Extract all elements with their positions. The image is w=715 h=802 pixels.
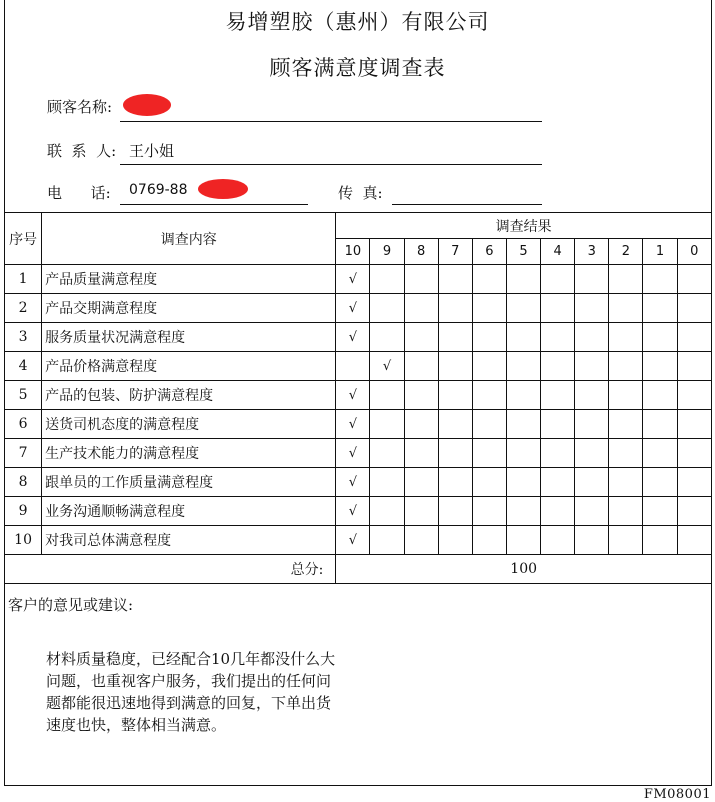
score-header-1: 1 (643, 239, 677, 265)
phone-value: 0769-88 (129, 182, 188, 198)
score-cell-1[interactable] (643, 526, 677, 555)
score-check-10[interactable]: √ (336, 410, 370, 439)
table-row (5, 439, 712, 468)
phone-label: 电 话: (47, 184, 111, 202)
score-cell-1[interactable] (643, 323, 677, 352)
score-cell-3[interactable] (575, 410, 609, 439)
score-cell-1[interactable] (643, 497, 677, 526)
score-cell-4[interactable] (541, 410, 575, 439)
score-cell-8[interactable] (404, 323, 438, 352)
score-cell-9[interactable] (370, 526, 404, 555)
score-cell-0[interactable] (677, 439, 711, 468)
table-row (5, 265, 712, 294)
score-cell-5[interactable] (506, 352, 540, 381)
score-cell-3[interactable] (575, 323, 609, 352)
score-cell-2[interactable] (609, 497, 643, 526)
score-check-10[interactable]: √ (336, 497, 370, 526)
row-item: 产品质量满意程度 (42, 265, 336, 294)
score-cell-9[interactable] (370, 265, 404, 294)
table-row (5, 526, 712, 555)
score-cell-5[interactable] (506, 410, 540, 439)
score-check-10[interactable]: √ (336, 526, 370, 555)
score-cell-4[interactable] (541, 526, 575, 555)
score-cell-2[interactable] (609, 526, 643, 555)
score-cell-2[interactable] (609, 439, 643, 468)
row-number: 7 (5, 439, 42, 468)
score-check-10[interactable]: √ (336, 468, 370, 497)
phone-redaction (198, 179, 248, 199)
row-item: 对我司总体满意程度 (42, 526, 336, 555)
row-number: 4 (5, 352, 42, 381)
score-cell-7[interactable] (438, 497, 472, 526)
score-cell-2[interactable] (609, 294, 643, 323)
score-cell-0[interactable] (677, 381, 711, 410)
score-cell-4[interactable] (541, 497, 575, 526)
row-number: 10 (5, 526, 42, 555)
form-code: FM08001 (643, 787, 711, 802)
table-row (5, 381, 712, 410)
row-number: 1 (5, 265, 42, 294)
score-cell-3[interactable] (575, 352, 609, 381)
score-cell-4[interactable] (541, 439, 575, 468)
contact-label: 联 系 人: (47, 142, 117, 160)
table-row (5, 352, 712, 381)
score-cell-3[interactable] (575, 439, 609, 468)
row-number: 2 (5, 294, 42, 323)
row-item: 产品交期满意程度 (42, 294, 336, 323)
score-cell-0[interactable] (677, 468, 711, 497)
row-item: 服务质量状况满意程度 (42, 323, 336, 352)
score-cell-4[interactable] (541, 352, 575, 381)
score-cell-8[interactable] (404, 381, 438, 410)
row-item: 送货司机态度的满意程度 (42, 410, 336, 439)
score-cell-5[interactable] (506, 439, 540, 468)
score-cell-7[interactable] (438, 352, 472, 381)
score-cell-4[interactable] (541, 323, 575, 352)
score-cell-6[interactable] (472, 352, 506, 381)
score-cell-0[interactable] (677, 526, 711, 555)
header-content: 调查内容 (42, 213, 336, 265)
row-number: 5 (5, 381, 42, 410)
header-results: 调查结果 (336, 213, 712, 239)
score-cell-7[interactable] (438, 265, 472, 294)
score-cell-4[interactable] (541, 381, 575, 410)
row-item: 产品的包装、防护满意程度 (42, 381, 336, 410)
score-cell-0[interactable] (677, 265, 711, 294)
score-cell-2[interactable] (609, 265, 643, 294)
score-check-10[interactable]: √ (336, 439, 370, 468)
score-cell-9[interactable] (370, 410, 404, 439)
score-cell-1[interactable] (643, 439, 677, 468)
total-value: 100 (336, 555, 712, 584)
score-header-8: 8 (404, 239, 438, 265)
customer-name-underline (120, 121, 542, 122)
score-cell-3[interactable] (575, 526, 609, 555)
row-number: 3 (5, 323, 42, 352)
score-cell-9[interactable] (370, 497, 404, 526)
score-cell-3[interactable] (575, 265, 609, 294)
score-cell-6[interactable] (472, 265, 506, 294)
header-seq: 序号 (5, 213, 42, 265)
score-header-0: 0 (677, 239, 711, 265)
row-number: 9 (5, 497, 42, 526)
score-cell-8[interactable] (404, 410, 438, 439)
score-cell-2[interactable] (609, 352, 643, 381)
score-cell-0[interactable] (677, 294, 711, 323)
fax-label: 传 真: (338, 184, 383, 202)
score-cell-5[interactable] (506, 526, 540, 555)
score-cell-9[interactable] (370, 468, 404, 497)
customer-name-redaction (123, 94, 171, 116)
score-cell-1[interactable] (643, 381, 677, 410)
row-item: 生产技术能力的满意程度 (42, 439, 336, 468)
score-cell-1[interactable] (643, 468, 677, 497)
frame-bottom-border (4, 785, 712, 786)
phone-underline (120, 204, 308, 205)
score-check-9[interactable]: √ (370, 352, 404, 381)
score-check-10[interactable]: √ (336, 381, 370, 410)
score-cell-2[interactable] (609, 468, 643, 497)
score-check-10[interactable]: √ (336, 294, 370, 323)
table-row (5, 410, 712, 439)
score-cell-5[interactable] (506, 294, 540, 323)
contact-value: 王小姐 (129, 142, 175, 160)
row-number: 6 (5, 410, 42, 439)
score-cell-3[interactable] (575, 497, 609, 526)
score-cell-0[interactable] (677, 497, 711, 526)
score-cell-5[interactable] (506, 468, 540, 497)
score-cell-0[interactable] (677, 323, 711, 352)
score-cell-1[interactable] (643, 294, 677, 323)
score-cell-6[interactable] (472, 323, 506, 352)
score-cell-3[interactable] (575, 381, 609, 410)
score-cell-5[interactable] (506, 323, 540, 352)
score-cell-0[interactable] (677, 410, 711, 439)
row-number: 8 (5, 468, 42, 497)
score-cell-1[interactable] (643, 410, 677, 439)
table-row (5, 294, 712, 323)
total-label: 总分: (5, 555, 336, 584)
score-header-7: 7 (438, 239, 472, 265)
score-cell-6[interactable] (472, 468, 506, 497)
score-cell-9[interactable] (370, 294, 404, 323)
row-item: 跟单员的工作质量满意程度 (42, 468, 336, 497)
score-cell-9[interactable] (370, 381, 404, 410)
score-cell-4[interactable] (541, 468, 575, 497)
score-cell-9[interactable] (370, 439, 404, 468)
score-cell-5[interactable] (506, 497, 540, 526)
score-cell-8[interactable] (404, 439, 438, 468)
comments-label: 客户的意见或建议: (8, 596, 134, 614)
score-cell-7[interactable] (438, 526, 472, 555)
score-cell-2[interactable] (609, 323, 643, 352)
form-title: 顾客满意度调查表 (269, 56, 446, 80)
score-cell-2[interactable] (609, 381, 643, 410)
score-header-9: 9 (370, 239, 404, 265)
total-row (5, 555, 712, 584)
score-cell-8[interactable] (404, 352, 438, 381)
score-cell-4[interactable] (541, 265, 575, 294)
score-cell-7[interactable] (438, 294, 472, 323)
score-cell-7[interactable] (438, 323, 472, 352)
score-cell-6[interactable] (472, 526, 506, 555)
score-cell-1[interactable] (643, 352, 677, 381)
row-item: 产品价格满意程度 (42, 352, 336, 381)
score-cell-9[interactable] (370, 323, 404, 352)
score-cell-7[interactable] (438, 410, 472, 439)
score-cell-6[interactable] (472, 410, 506, 439)
score-cell-8[interactable] (404, 294, 438, 323)
score-cell-10[interactable] (336, 352, 370, 381)
table-row (5, 468, 712, 497)
table-row (5, 497, 712, 526)
score-cell-7[interactable] (438, 381, 472, 410)
score-cell-5[interactable] (506, 265, 540, 294)
score-cell-8[interactable] (404, 497, 438, 526)
survey-body (5, 265, 712, 584)
score-header-3: 3 (575, 239, 609, 265)
comments-text: 材料质量稳度，已经配合10几年都没什么大问题，也重视客户服务，我们提出的任何问题都能很迅速地得到满意的回复，下单出货速度也快，整体相当满意。 (46, 650, 336, 734)
score-header-4: 4 (541, 239, 575, 265)
score-cell-6[interactable] (472, 439, 506, 468)
score-cell-6[interactable] (472, 381, 506, 410)
score-header-5: 5 (506, 239, 540, 265)
score-cell-6[interactable] (472, 294, 506, 323)
score-cell-0[interactable] (677, 352, 711, 381)
score-cell-7[interactable] (438, 468, 472, 497)
score-cell-4[interactable] (541, 294, 575, 323)
score-cell-8[interactable] (404, 265, 438, 294)
score-cell-2[interactable] (609, 410, 643, 439)
contact-underline (120, 164, 542, 165)
score-cell-7[interactable] (438, 439, 472, 468)
score-check-10[interactable]: √ (336, 323, 370, 352)
score-cell-8[interactable] (404, 526, 438, 555)
company-name: 易增塑胶（惠州）有限公司 (225, 10, 490, 34)
row-item: 业务沟通顺畅满意程度 (42, 497, 336, 526)
customer-name-label: 顾客名称: (47, 98, 113, 116)
score-cell-5[interactable] (506, 381, 540, 410)
score-check-10[interactable]: √ (336, 265, 370, 294)
score-header-2: 2 (609, 239, 643, 265)
score-cell-3[interactable] (575, 294, 609, 323)
survey-table (4, 212, 712, 584)
score-header-6: 6 (472, 239, 506, 265)
score-header-10: 10 (336, 239, 370, 265)
fax-underline (392, 204, 542, 205)
score-cell-3[interactable] (575, 468, 609, 497)
score-cell-6[interactable] (472, 497, 506, 526)
table-row (5, 323, 712, 352)
score-cell-1[interactable] (643, 265, 677, 294)
score-cell-8[interactable] (404, 468, 438, 497)
